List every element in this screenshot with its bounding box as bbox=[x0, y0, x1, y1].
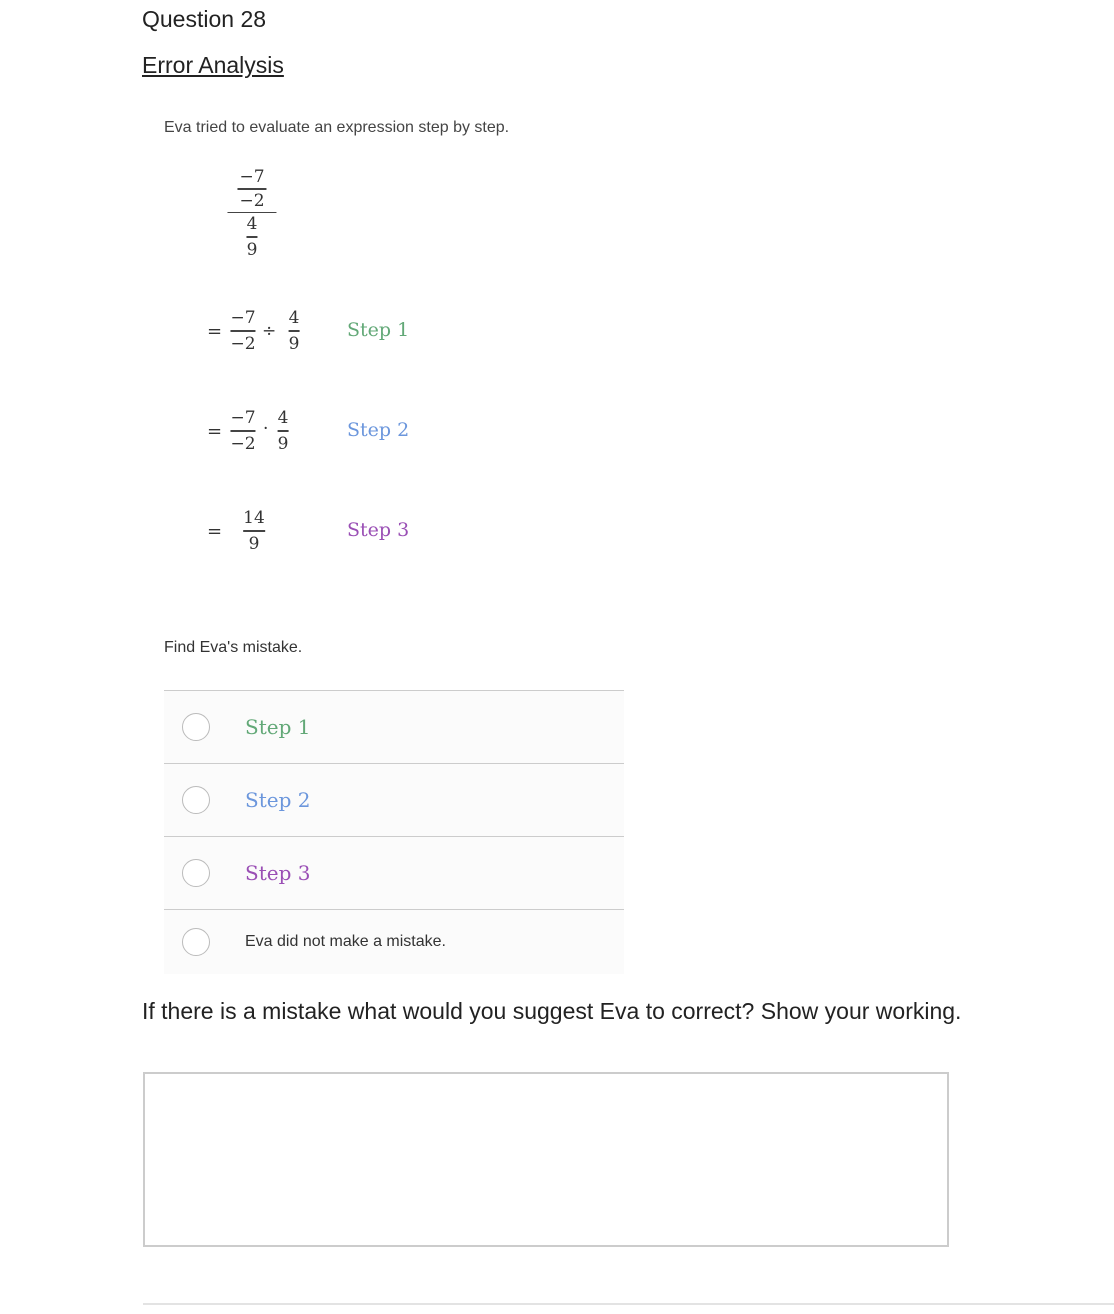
radio-button[interactable] bbox=[182, 713, 210, 741]
fraction-a bbox=[230, 407, 255, 455]
result-fraction bbox=[243, 507, 265, 555]
numerator-fraction bbox=[239, 166, 264, 212]
denominator: −2 bbox=[230, 333, 256, 354]
denominator: −2 bbox=[230, 433, 256, 454]
fraction-bar bbox=[247, 236, 258, 238]
choice-label: Step 2 bbox=[245, 788, 311, 812]
equals-sign: = bbox=[207, 421, 223, 442]
problem-prompt: Eva tried to evaluate an expression step by step. bbox=[164, 119, 510, 136]
numerator: −7 bbox=[239, 167, 265, 187]
denominator: 9 bbox=[277, 433, 289, 454]
divider bbox=[143, 1303, 1114, 1305]
equals-sign: = bbox=[207, 521, 223, 542]
answer-textarea[interactable] bbox=[143, 1072, 949, 1247]
step-3-label: Step 3 bbox=[347, 519, 410, 541]
answer-choices bbox=[164, 690, 624, 974]
question-subtitle: Error Analysis bbox=[142, 52, 284, 78]
equals-sign: = bbox=[207, 321, 223, 342]
fraction-a bbox=[230, 307, 255, 355]
radio-button[interactable] bbox=[182, 928, 210, 956]
multiply-operator: · bbox=[263, 419, 269, 439]
divide-operator: ÷ bbox=[262, 321, 277, 341]
fraction-bar bbox=[243, 530, 265, 532]
fraction-bar bbox=[230, 430, 255, 432]
step-1-label: Step 1 bbox=[347, 319, 410, 341]
numerator: 4 bbox=[288, 308, 300, 328]
denominator-fraction bbox=[247, 213, 258, 261]
fraction-bar bbox=[230, 330, 255, 332]
denominator: 9 bbox=[246, 239, 258, 260]
choice-no-mistake[interactable] bbox=[164, 909, 624, 974]
find-mistake-prompt: Find Eva's mistake. bbox=[164, 639, 303, 656]
fraction-bar bbox=[278, 430, 289, 432]
radio-button[interactable] bbox=[182, 859, 210, 887]
choice-step-1[interactable] bbox=[164, 690, 624, 763]
complex-fraction bbox=[239, 166, 264, 261]
denominator: 9 bbox=[288, 333, 300, 354]
fraction-b bbox=[278, 407, 289, 455]
followup-question: If there is a mistake what would you suggest Eva to correct? Show your working. bbox=[142, 998, 962, 1024]
numerator: 14 bbox=[243, 508, 265, 528]
numerator: −7 bbox=[230, 408, 256, 428]
choice-label: Step 1 bbox=[245, 715, 311, 739]
choice-step-3[interactable] bbox=[164, 836, 624, 909]
choice-label: Step 3 bbox=[245, 861, 311, 885]
fraction-bar bbox=[289, 330, 300, 332]
numerator: 4 bbox=[277, 408, 289, 428]
denominator: −2 bbox=[239, 190, 265, 211]
numerator: 4 bbox=[246, 214, 258, 234]
denominator: 9 bbox=[248, 533, 260, 554]
numerator: −7 bbox=[230, 308, 256, 328]
fraction-b bbox=[289, 307, 300, 355]
choice-step-2[interactable] bbox=[164, 763, 624, 836]
question-title: Question 28 bbox=[142, 6, 267, 32]
choice-label: Eva did not make a mistake. bbox=[245, 933, 446, 950]
step-2-label: Step 2 bbox=[347, 419, 410, 441]
radio-button[interactable] bbox=[182, 786, 210, 814]
